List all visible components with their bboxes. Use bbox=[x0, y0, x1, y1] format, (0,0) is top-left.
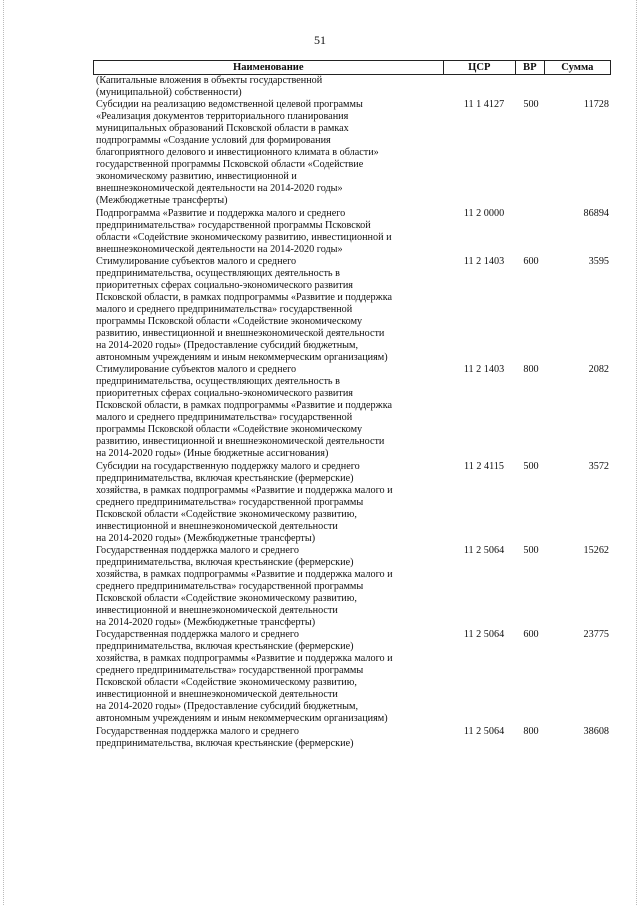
row-sum: 2082 bbox=[588, 364, 609, 376]
row-vr: 500 bbox=[523, 99, 539, 111]
row-csr: 11 2 1403 bbox=[463, 255, 505, 267]
row-name: Стимулирование субъектов малого и среднего предпринимательства, осуществляющих деятельность в приоритетных сферах социально-экономического развития Псковской области, в рамках подпрограммы «Развитие и поддержка малого и среднего предпринимательства» государственной программы Псковской области «Содействие экономическому развитию, инвестиционной и внешнеэкономической деятельности на 2014-2020 годы» (Иные бюджетные ассигнования) bbox=[96, 364, 393, 460]
table-row bbox=[93, 256, 611, 364]
row-csr: 11 2 5064 bbox=[463, 725, 505, 737]
row-name: Государственная поддержка малого и среднего предпринимательства, включая крестьянские (фермерские) bbox=[96, 725, 354, 749]
header-sum: Сумма bbox=[544, 61, 610, 74]
table-row bbox=[93, 726, 611, 750]
row-sum: 11728 bbox=[583, 99, 609, 111]
budget-table bbox=[93, 60, 611, 750]
table-row bbox=[93, 364, 611, 460]
row-vr: 800 bbox=[523, 364, 539, 376]
row-csr: 11 2 5064 bbox=[463, 544, 505, 556]
row-name: Государственная поддержка малого и среднего предпринимательства, включая крестьянские (фермерские) хозяйства, в рамках подпрограммы «Развитие и поддержка малого и среднего предпринимательства» государственной программы Псковской области «Содействие экономическому развитию, инвестиционной и внешнеэкономической деятельности на 2014-2020 годы» (Межбюджетные трансферты) bbox=[96, 544, 393, 629]
row-name: Субсидии на государственную поддержку малого и среднего предпринимательства, включая крестьянские (фермерские) хозяйства, в рамках подпрограммы «Развитие и поддержка малого и среднего предпринимательства» государственной программы Псковской области «Содействие экономическому развитию, инвестиционной и внешнеэкономической деятельности на 2014-2020 годы» (Межбюджетные трансферты) bbox=[96, 460, 393, 544]
row-vr: 600 bbox=[523, 629, 539, 641]
row-csr: 11 2 0000 bbox=[463, 207, 505, 219]
row-name: (Капитальные вложения в объекты государственной (муниципальной) собственности) bbox=[96, 75, 323, 99]
row-sum: 15262 bbox=[583, 544, 609, 556]
row-csr: 11 1 4127 bbox=[463, 99, 505, 111]
scan-edge-right bbox=[636, 0, 637, 905]
table-row bbox=[93, 75, 611, 99]
row-vr: 500 bbox=[523, 544, 539, 556]
table-row bbox=[93, 461, 611, 545]
scan-edge-left bbox=[3, 0, 4, 905]
table-header bbox=[93, 60, 611, 75]
header-csr: ЦСР bbox=[443, 61, 515, 74]
row-name: Субсидии на реализацию ведомственной целевой программы «Реализация документов территориального планирования муниципальных образований Псковской области в рамках подпрограммы «Создание условий для формирования благоприятного делового и инвестиционного климата в области» государственной программы Псковской области «Содействие экономическому развитию, инвестиционной и внешнеэкономической деятельности на 2014-2020 годы» (Межбюджетные трансферты) bbox=[96, 99, 379, 207]
row-sum: 38608 bbox=[583, 725, 609, 737]
row-sum: 3595 bbox=[588, 255, 609, 267]
row-csr: 11 2 1403 bbox=[463, 364, 505, 376]
row-name: Подпрограмма «Развитие и поддержка малого и среднего предпринимательства» государственной программы Псковской области «Содействие экономическому развитию, инвестиционной и внешнеэкономической деятельности на 2014-2020 годы» bbox=[96, 207, 392, 255]
row-vr: 800 bbox=[523, 725, 539, 737]
row-csr: 11 2 5064 bbox=[463, 629, 505, 641]
page-number: 51 bbox=[314, 33, 326, 47]
header-name: Наименование bbox=[232, 62, 304, 73]
row-name: Стимулирование субъектов малого и среднего предпринимательства, осуществляющих деятельность в приоритетных сферах социально-экономического развития Псковской области, в рамках подпрограммы «Развитие и поддержка малого и среднего предпринимательства» государственной программы Псковской области «Содействие экономическому развитию, инвестиционной и внешнеэкономической деятельности на 2014-2020 годы» (Предоставление субсидий бюджетным, автономным учреждениям и иным некоммерческим организациям) bbox=[96, 255, 393, 364]
row-name: Государственная поддержка малого и среднего предпринимательства, включая крестьянские (фермерские) хозяйства, в рамках подпрограммы «Развитие и поддержка малого и среднего предпринимательства» государственной программы Псковской области «Содействие экономическому развитию, инвестиционной и внешнеэкономической деятельности на 2014-2020 годы» (Предоставление субсидий бюджетным, автономным учреждениям и иным некоммерческим организациям) bbox=[96, 629, 393, 725]
table-row bbox=[93, 208, 611, 256]
row-csr: 11 2 4115 bbox=[464, 460, 504, 472]
row-vr: 600 bbox=[523, 255, 539, 267]
table-row bbox=[93, 99, 611, 207]
row-vr: 500 bbox=[523, 460, 539, 472]
row-sum: 23775 bbox=[583, 629, 609, 641]
table-row bbox=[93, 545, 611, 629]
row-sum: 3572 bbox=[588, 460, 609, 472]
table-row bbox=[93, 629, 611, 725]
header-vr: ВР bbox=[515, 61, 544, 74]
row-sum: 86894 bbox=[583, 207, 609, 219]
